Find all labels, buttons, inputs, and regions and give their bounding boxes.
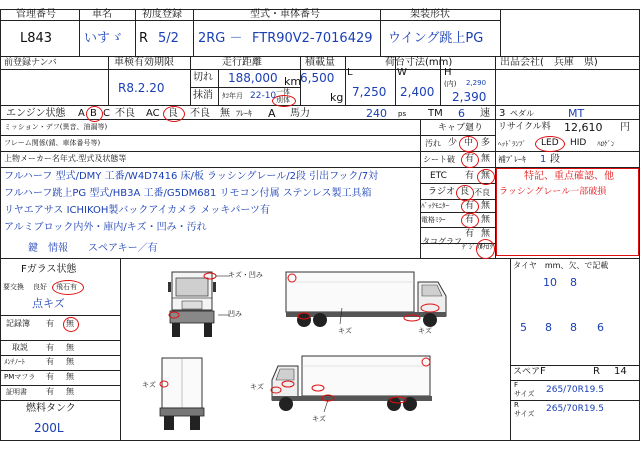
tacho-label: タコグラフ xyxy=(422,237,462,246)
aux-brake-value: 1 xyxy=(540,154,547,165)
dirt-low: 少 xyxy=(448,138,458,148)
mgmt-no-label: 管理番号 xyxy=(16,9,56,20)
prev-plate-label: 前登録ナンバ xyxy=(4,58,57,68)
seat-label: シート破 xyxy=(423,155,455,164)
chassis-no: FTR90V2-7016429 xyxy=(252,31,373,46)
led-circle xyxy=(535,136,565,152)
mirror-yes-circle xyxy=(461,213,479,228)
truck-rear-view xyxy=(156,356,208,436)
spare-rear: R xyxy=(593,366,600,377)
ac-label: AC xyxy=(146,108,160,119)
cert-yes: 有 xyxy=(46,387,54,396)
headlamp-hid: HID xyxy=(570,138,587,148)
tire-front-left: 10 xyxy=(543,276,557,289)
mission-label: ミッション・デフ(異音、油漏等) xyxy=(4,123,108,131)
width: 2,400 xyxy=(400,85,435,99)
backmon-yes: 有 xyxy=(465,201,475,211)
era: R xyxy=(139,31,149,46)
model-label: 型式・車体番号 xyxy=(250,9,320,20)
fuel-tank: 200L xyxy=(34,421,64,435)
engine-fuan: 不良 xyxy=(115,108,135,119)
cargo-dims-label: 荷台寸法(mm) xyxy=(385,57,453,68)
checklist-title: キャブ廻り xyxy=(438,123,484,133)
inspection-date: R8.2.20 xyxy=(118,81,165,95)
separate-circle xyxy=(272,95,296,107)
side-l-mark-scratch-2: キズ xyxy=(312,415,326,423)
grade-c: C xyxy=(103,108,110,119)
mirror-label: 電格ﾐﾗｰ xyxy=(421,216,446,224)
record-no-circle xyxy=(63,317,79,332)
erase-label: 抹消 xyxy=(193,90,213,101)
aux-brake-label: 補ﾌﾞﾚｰｷ xyxy=(498,155,526,164)
glass-chip: 飛石有 xyxy=(56,283,77,291)
dirt-mid: 中 xyxy=(464,138,474,148)
mileage-label: 走行距離 xyxy=(222,57,262,68)
record-label: 記録簿 xyxy=(6,319,30,328)
ac-bad: 不良 xyxy=(190,108,210,119)
grade-b: B xyxy=(90,108,97,119)
tacho-analog: ｱﾅﾛｸﾞ xyxy=(479,243,497,251)
mgmt-no: L843 xyxy=(20,31,53,46)
front-mark-dent: 凹み xyxy=(228,310,242,318)
glass-good: 良好 xyxy=(33,283,47,291)
tacho-digital: ﾃﾞｼﾞﾀﾙ xyxy=(462,243,483,251)
tire-rear-4: 6 xyxy=(597,321,604,334)
grade-b-circle xyxy=(86,106,103,122)
length: 7,250 xyxy=(352,85,387,99)
tm-label: TM xyxy=(428,108,443,119)
etc-no: 無 xyxy=(481,171,491,181)
glass-title: Fガラス状態 xyxy=(21,264,77,275)
cert-no: 無 xyxy=(66,387,74,396)
maint-yes: 有 xyxy=(46,357,54,366)
radio-good: 良 xyxy=(460,187,470,197)
note-line-4: アルミブロック内外・庫内/キズ・凹み・汚れ xyxy=(4,222,207,233)
frame-label: フレーム関係(錆、車体番号等) xyxy=(4,139,101,147)
maker-label: 車名 xyxy=(92,9,112,20)
cert-label: 証明書 xyxy=(6,388,27,396)
brake-label: ﾌﾚｰｷ xyxy=(236,109,252,118)
maker: いすゞ xyxy=(84,31,124,46)
headlamp-label: ﾍｯﾄﾞﾗﾝﾌﾟ xyxy=(498,140,526,148)
cut-label: 切れ xyxy=(193,72,213,83)
recycle-label: リサイクル料 xyxy=(498,122,551,132)
unified-label: 一体 xyxy=(276,88,290,96)
manual-label: 取説 xyxy=(12,343,28,352)
tm-speeds: 6 xyxy=(458,107,465,120)
tire-rear-2: 8 xyxy=(545,321,552,334)
engine-label: エンジン状態 xyxy=(6,108,66,119)
pm-yes: 有 xyxy=(46,372,54,381)
note-line-3: リヤエアサス ICHIKOH製バックアイカメラ メッキパーツ有 xyxy=(4,205,270,216)
spare-label: スペア xyxy=(513,367,541,377)
dirt-label: 汚れ xyxy=(425,139,441,148)
mirror-yes: 有 xyxy=(465,215,475,225)
etc-yes: 有 xyxy=(465,171,475,181)
key-info: 鍵 情報 スペアキー／有 xyxy=(28,243,158,254)
transmission: MT xyxy=(568,107,585,120)
recycle-fee: 12,610 xyxy=(564,121,603,134)
front-size-label: F サイズ xyxy=(514,381,535,399)
speed-label: 速 xyxy=(480,108,490,119)
brake-grade: A xyxy=(268,107,276,120)
kg-unit: kg xyxy=(330,91,344,104)
tire-front-right: 8 xyxy=(570,276,577,289)
tire-title: タイヤ mm、欠、で記載 xyxy=(513,261,609,270)
height: 2,390 xyxy=(452,90,487,104)
note-line-2: フルハーフ跳上PG 型式/HB3A 工番/G5DM681 リモコン付属 ステンレス製工具箱 xyxy=(4,188,372,199)
note-line-1: フルハーフ 型式/DMY 工番/W4D7416 床/板 ラッシングレール/2段 引出フック/7対 xyxy=(4,171,379,182)
ps-unit: ps xyxy=(398,110,407,118)
backmon-label: ﾊﾞｯｸﾓﾆﾀｰ xyxy=(421,202,449,210)
l-label: L xyxy=(347,67,353,78)
backmon-yes-circle xyxy=(461,199,479,214)
etc-label: ETC xyxy=(430,171,447,181)
record-no: 無 xyxy=(66,319,74,328)
glass-chip-circle xyxy=(52,280,84,295)
mirror-no: 無 xyxy=(481,215,491,225)
side-l-mark-scratch: キズ xyxy=(142,381,156,389)
first-reg-label: 初度登録 xyxy=(142,9,182,20)
glass-note: 点キズ xyxy=(32,297,65,310)
glass-replace: 要交換 xyxy=(3,283,24,291)
model-prefix: 2RG － xyxy=(198,31,243,46)
rear-size-label: R サイズ xyxy=(514,401,535,419)
side-r-mark-scratch: キズ xyxy=(338,327,352,335)
meter-date: 22-10 xyxy=(250,91,277,101)
radio-bad: 不良 xyxy=(474,188,490,197)
rear-mark-scratch: キズ xyxy=(250,383,264,391)
aux-brake-stage: 段 xyxy=(550,154,560,165)
truck-side-view-left xyxy=(268,352,438,422)
special-title: 特記、重点確認、他 xyxy=(524,171,614,182)
inspection-label: 車検有効期限 xyxy=(114,57,174,68)
seat-yes-circle xyxy=(461,152,479,168)
tire-rear-1: 5 xyxy=(520,321,527,334)
etc-no-circle xyxy=(477,169,495,185)
tire-rear-3: 8 xyxy=(570,321,577,334)
front-tire-size: 265/70R19.5 xyxy=(546,385,604,395)
spare-front: F xyxy=(540,366,546,377)
maint-no: 無 xyxy=(66,357,74,366)
headlamp-led: LED xyxy=(541,138,559,148)
h-label: H xyxy=(444,67,452,78)
separate-label: 別体 xyxy=(276,96,290,104)
dirt-high: 多 xyxy=(481,138,491,148)
special-note: ラッシングレール一部破損 xyxy=(499,187,607,197)
horsepower: 240 xyxy=(366,107,387,120)
seat-yes: 有 xyxy=(465,154,475,164)
tacho-analog-circle xyxy=(476,239,495,259)
dirt-mid-circle xyxy=(459,136,478,152)
body-shape: ウイング跳上PG xyxy=(388,31,484,46)
tacho-no: 無 xyxy=(481,229,491,239)
capacity-label: 積載量 xyxy=(305,57,335,68)
tacho-yes: 有 xyxy=(465,229,475,239)
maint-label: ﾒﾝﾃﾉｰﾄ xyxy=(4,358,25,366)
w-label: W xyxy=(397,67,407,78)
mileage: 188,000 xyxy=(228,71,278,85)
hp-label: 馬力 xyxy=(290,108,310,119)
manual-no: 無 xyxy=(66,343,74,352)
first-reg: 5/2 xyxy=(158,31,179,46)
ac-good: 良 xyxy=(168,108,178,119)
ac-good-circle xyxy=(163,106,185,122)
body-shape-label: 架装形状 xyxy=(410,9,450,20)
km-unit: km xyxy=(284,75,302,88)
upper-label: 上物メーカー名年式.型式及状態等 xyxy=(4,154,127,163)
inner-h: 2,290 xyxy=(466,79,487,87)
grade-a: A xyxy=(78,108,85,119)
pm-label: PMマフラ xyxy=(4,373,36,381)
rear-tire-size: 265/70R19.5 xyxy=(546,404,604,414)
seat-no: 無 xyxy=(481,154,491,164)
backmon-no: 無 xyxy=(481,201,491,211)
yen-unit: 円 xyxy=(620,122,630,133)
pedal-no: 3 xyxy=(499,108,506,119)
capacity: 6,500 xyxy=(300,71,335,85)
meter-date-label: ﾀｺ年月 xyxy=(222,92,243,100)
pedal-label: ペダル xyxy=(510,109,534,118)
spare-rear-value: 14 xyxy=(614,366,627,377)
radio-label: ラジオ xyxy=(428,187,456,197)
headlamp-halogen: ﾊﾛｹﾞﾝ xyxy=(597,140,615,148)
pm-no: 無 xyxy=(66,372,74,381)
inner-label: (内) xyxy=(444,80,457,88)
ac-none: 無 xyxy=(220,108,230,119)
fuel-label: 燃料タンク xyxy=(26,403,76,414)
front-mark-scratch-dent: キズ・凹み xyxy=(228,271,263,279)
side-r-mark-scratch-2: キズ xyxy=(418,327,432,335)
company-label: 出品会社( 兵庫 県) xyxy=(500,57,598,68)
truck-front-view xyxy=(162,268,222,348)
manual-yes: 有 xyxy=(46,343,54,352)
record-yes: 有 xyxy=(46,319,54,328)
